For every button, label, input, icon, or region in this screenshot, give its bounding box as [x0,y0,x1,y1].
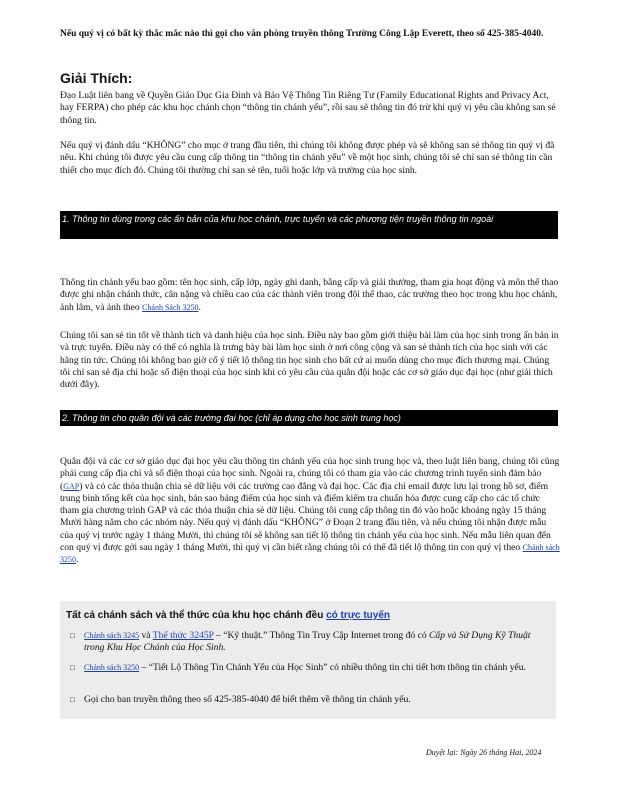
section-heading: Giải Thích: [60,70,133,86]
item1-italic: Cấp và Sử Dụng Kỹ Thuật trong Khu Học Chánh của Học Sinh. [84,630,531,654]
gap-link[interactable]: GAP [63,481,80,491]
box-item-call [70,694,544,706]
policy-3250-link[interactable]: Chánh Sách 3250 [142,302,199,312]
item1-text: – “Kỹ thuật.” Thông Tin Truy Cập Internet trong đó có [213,630,430,641]
military-text-b: ) và có các thỏa thuận chia sẻ dữ liệu với các trường cao đẳng và đại học. Các địa chỉ email được lưu lại trong hồ sơ, điểm trung bình tổng kết của học sinh, bản sao bảng điểm của học sinh và điểm kiểm tra chuẩn hóa được cung cấp cho các tổ chức tham gia chương trình GAP và các thỏa thuận chia sẻ dữ liệu. Chúng tôi cung cấp thông tin đó vào hoặc khoảng ngày 15 tháng Mười hàng năm cho các nhóm này. Nếu quý vị đánh dấu “KHÔNG” ở Đoạn 2 trang đầu tiên, và nếu chúng tôi nhận được mẫu của quý vị trước ngày 1 tháng Mười, thì chúng tôi sẽ không san tiết lộ thông tin chánh yếu của học sinh. Nếu mẫu liên quan đến con quý vị được gởi sau ngày 1 tháng Mười, thì quý vị cần biết rằng chúng tôi có thể đã tiết lộ thông tin con quý vị theo [60,480,551,554]
paragraph-directory-info [60,277,560,314]
revision-date: Duyệt lại: Ngày 26 tháng Hai, 2024 [426,748,542,757]
item1-mid: và [139,630,153,641]
paragraph-opt-out: Nếu quý vị đánh dấu “KHÔNG” cho mục ở trang đầu tiên, thì chúng tôi không được phép và sẽ không san sẻ thông tin quý vị đã nêu. Khi chúng tôi được yêu cầu cung cấp thông tin “thông tin chánh yếu” về một học sinh, chúng tôi sẽ chỉ san sẻ thông tin cần thiết cho mục đích đó. Chúng tôi thường chỉ san sẻ tên, tuổi hoặc lớp và trường của học sinh. [60,140,555,176]
bullet-icon: □ [70,663,75,672]
item2-text: – “Tiết Lộ Thông Tin Chánh Yếu của Học Sinh” có nhiều thông tin chi tiết hơn thông tin chánh yếu. [139,662,526,673]
period: . [198,301,201,313]
military-text-c: . [76,554,79,566]
section-bar-military: 2. Thông tin cho quân đội và các trường đại học (chỉ áp dụng cho học sinh trung học) [60,410,558,426]
section-bar-publications: 1. Thông tin dùng trong các ấn bản của khu học chánh, trực tuyến và các phương tiện truyền thông tin ngoài [60,211,558,239]
bullet-icon: □ [70,631,75,640]
paragraph-military-colleges [60,456,560,567]
online-policies-link[interactable]: có trực tuyến [326,610,391,621]
box-item-3250 [70,662,544,674]
policies-box [60,601,556,719]
policies-title-text: Tất cả chánh sách và thể thức của khu học chánh đều [66,610,327,621]
policy-3250-link-2[interactable]: Chánh sách 3250 [60,543,560,565]
paragraph-achievements: Chúng tôi san sẻ tin tốt về thành tích và danh hiệu của học sinh. Điều này bao gồm giới thiệu bài làm của học sinh trong ấn bản in và trực tuyến. Điều này có thể có nghĩa là trưng bày bài làm học sinh ở nơi công cộng và san sẻ thành tích của học sinh với các hãng tin tức. Chúng tôi không bao giờ cố ý tiết lộ thông tin học sinh cho bất cứ ai muốn dùng cho mục đích thương mại. Chúng tôi chỉ san sẻ địa chỉ hoặc số điện thoại của học sinh khi có yêu cầu của quân đội hoặc các cơ sở giáo dục đại học (như giải thích dưới đây). [60,330,559,391]
intro-text: Nếu quý vị có bất kỳ thắc mắc nào thì gọi cho văn phòng truyền thông Trường Công Lập Everett, theo số 425-385-4040. [60,29,544,39]
policies-box-title [66,610,390,621]
box-item-3245 [70,630,544,655]
paragraph-ferpa: Đạo Luật liên bang về Quyền Giáo Dục Gia Đình và Bảo Vệ Thông Tin Riêng Tư (Family Educational Rights and Privacy Act, hay FERPA) cho phép các khu học chánh chọn “thông tin chánh yếu”, rồi sau sẽ thông tin đó trừ khi quý vị yêu cầu không san sẻ thông tin. [60,90,556,126]
item3-text: Gọi cho ban truyền thông theo số 425-385-4040 để biết thêm về thông tin chánh yếu. [84,694,411,705]
procedure-3245p-link[interactable]: Thể thức 3245P [152,630,214,641]
policy-3245-link[interactable]: Chánh sách 3245 [84,631,140,640]
bullet-icon: □ [70,695,75,704]
directory-info-text: Thông tin chánh yếu bao gồm: tên học sinh, cấp lớp, ngày ghi danh, bằng cấp và giải thưởng, tham gia hoạt động và môn thể thao được ghi nhận chánh thức, cân nặng và chiều cao của các thành viên trong đội thể thao, các trường theo học trong khu học chánh, ảnh lâm, và ảnh theo [60,277,559,313]
policy-3250-box-link[interactable]: Chánh sách 3250 [84,663,140,672]
military-text-a: Quân đội và các cơ sở giáo dục đại học yêu cầu thông tin chánh yếu của học sinh trung học và, theo luật liên bang, chúng tôi cũng phải cung cấp địa chỉ và số điện thoại của học sinh. Ngoài ra, chúng tôi có tham gia vào các chương trình tuyển sinh đảm bảo ( [60,456,560,492]
